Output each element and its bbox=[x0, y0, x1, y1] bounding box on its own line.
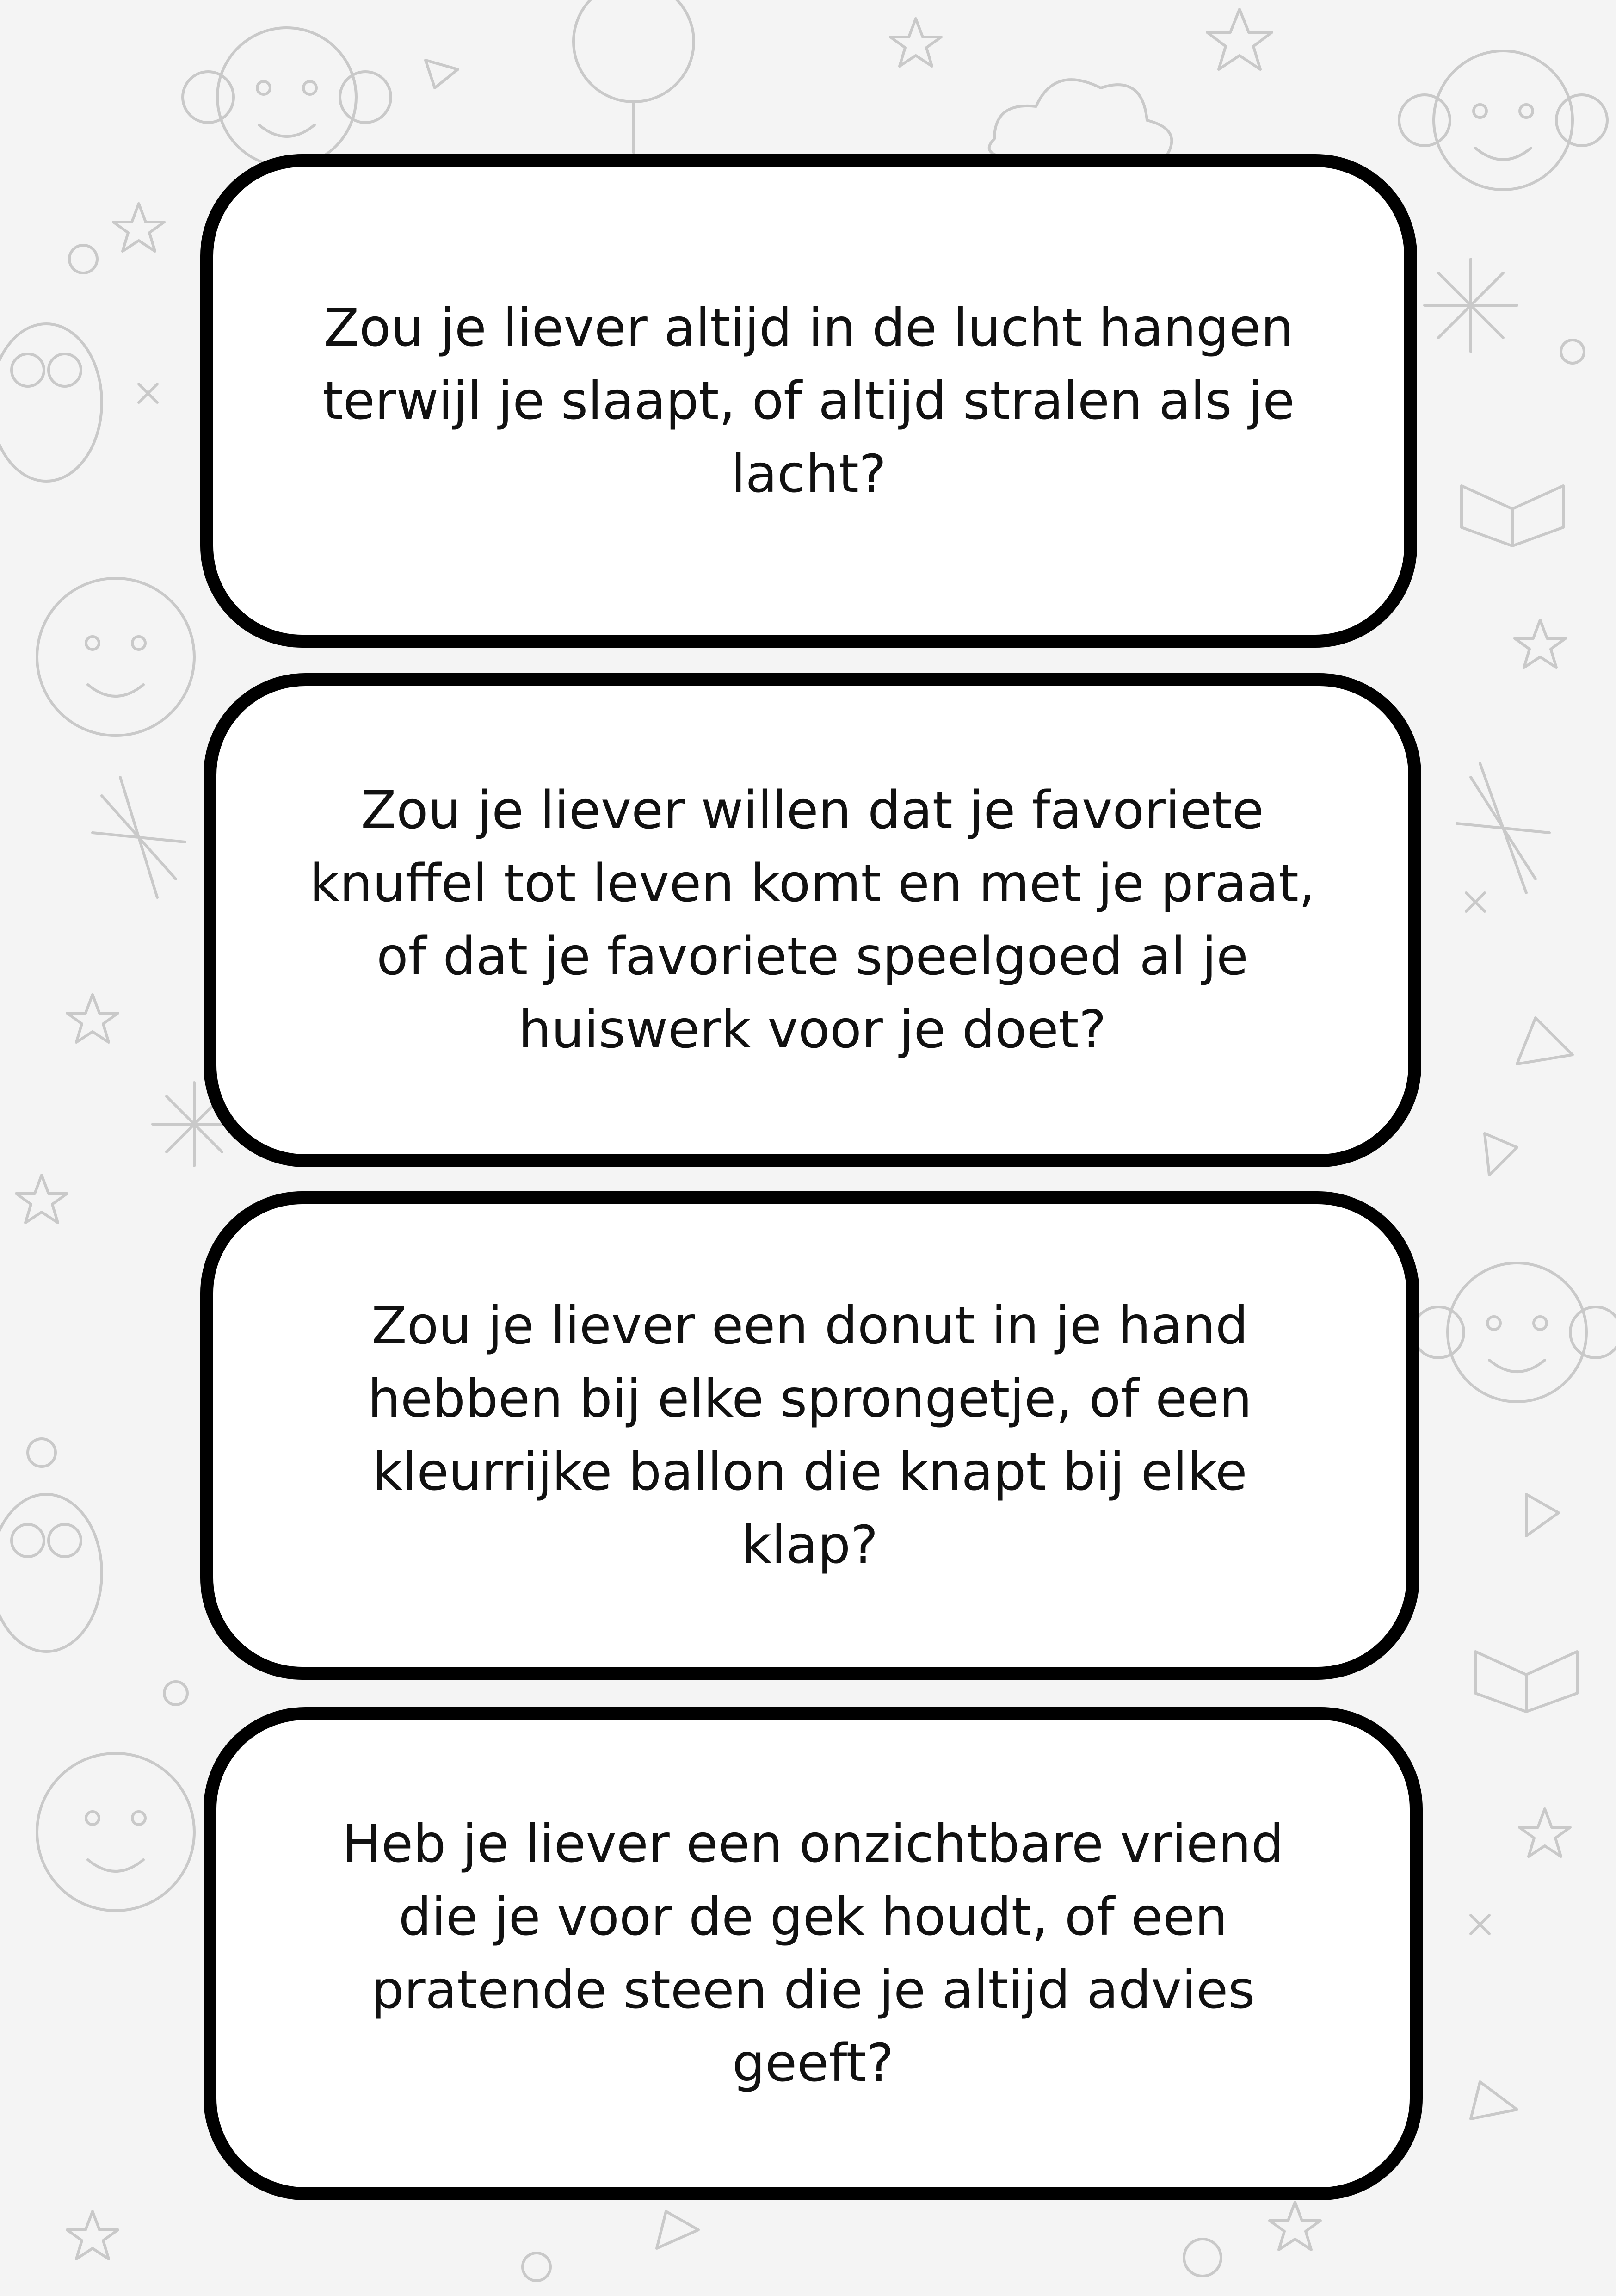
star-icon bbox=[1270, 2202, 1320, 2250]
question-card bbox=[200, 1191, 1419, 1680]
open-book-icon bbox=[1475, 1652, 1577, 1712]
sparkle-icon bbox=[1457, 763, 1549, 893]
question-card bbox=[200, 154, 1417, 648]
star-icon bbox=[67, 995, 118, 1042]
star-icon bbox=[890, 19, 941, 66]
star-icon bbox=[16, 1175, 67, 1223]
cloud-icon bbox=[989, 80, 1172, 157]
tree-icon bbox=[574, 0, 694, 153]
question-text: Heb je liever een onzichtbare vriend die je voor de gek houdt, of een pratende steen die je altijd advies geeft? bbox=[342, 1814, 1284, 2093]
star-icon bbox=[67, 2211, 118, 2259]
star-icon bbox=[113, 204, 164, 251]
monkey-face-icon bbox=[1399, 51, 1607, 190]
sparkle-icon bbox=[93, 777, 185, 897]
question-card bbox=[204, 673, 1421, 1167]
question-card bbox=[204, 1707, 1423, 2200]
monkey-face-icon bbox=[37, 578, 194, 736]
owl-icon bbox=[0, 1494, 102, 1652]
monkey-face-icon bbox=[37, 1753, 194, 1911]
question-text: Zou je liever een donut in je hand hebben bij elke sprongetje, of een kleurrijke ballon die knapt bij elke klap? bbox=[368, 1296, 1252, 1575]
question-text: Zou je liever willen dat je favoriete knuffel tot leven komt en met je praat, of dat je favoriete speelgoed al je huiswerk voor je doet? bbox=[309, 780, 1315, 1060]
monkey-face-icon bbox=[183, 28, 391, 167]
star-icon bbox=[1207, 9, 1272, 69]
question-text: Zou je liever altijd in de lucht hangen terwijl je slaapt, of altijd stralen als je lacht? bbox=[322, 297, 1295, 504]
monkey-face-icon bbox=[1413, 1263, 1616, 1402]
star-icon bbox=[1519, 1809, 1570, 1857]
sparkle-icon bbox=[1425, 259, 1517, 352]
star-icon bbox=[1515, 620, 1566, 668]
open-book-icon bbox=[1462, 486, 1563, 546]
owl-icon bbox=[0, 324, 102, 481]
